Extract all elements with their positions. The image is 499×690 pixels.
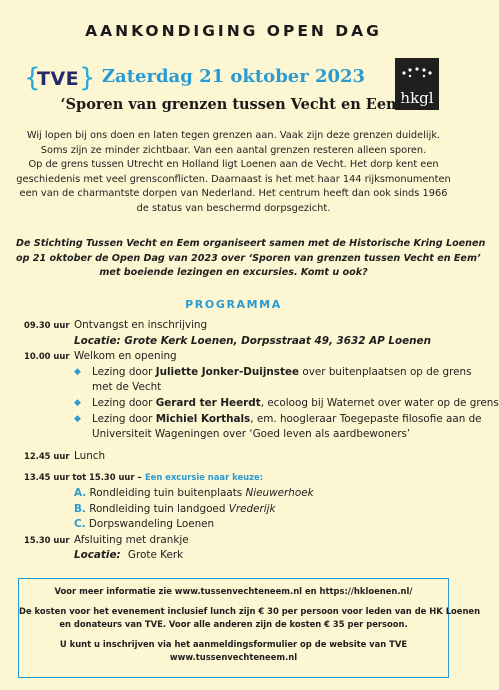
lecture-item [74, 412, 482, 443]
excursion-label: Een excursie naar keuze: [144, 472, 264, 483]
location-value: Grote Kerk [127, 549, 184, 562]
location-label: Locatie: [74, 549, 121, 562]
info-box [18, 578, 481, 678]
excursion-option [74, 486, 454, 502]
speaker-name: Gerard ter Heerdt [155, 396, 261, 409]
option-text: Rondleiding tuin landgoed [89, 502, 229, 515]
option-letter: B. [74, 502, 86, 515]
lecture-item [74, 396, 499, 412]
program-desc: Welkom en opening [74, 350, 177, 363]
option-letter: C. [74, 518, 86, 531]
option-name: Nieuwerhoek [245, 486, 314, 499]
program-desc: Ontvangst en inschrijving [74, 319, 208, 331]
event-theme: ‘Sporen van grenzen tussen Vecht en Eem’ [60, 96, 407, 113]
invite-line: op 21 oktober de Open Dag van 2023 over ‘Sporen van grenzen tussen Vecht en Eem’ [16, 252, 481, 264]
invite-line: met boeiende lezingen en excursies. Komt u ook? [99, 267, 368, 279]
program-item [24, 470, 454, 486]
program-desc: Afsluiting met drankje [74, 533, 189, 546]
lecture-text: , ecoloog bij Waternet over water op de grens [260, 396, 499, 409]
program-time: 12.45 uur [24, 450, 70, 461]
program-time: 13.45 uur tot 15.30 uur – [24, 472, 142, 483]
program-item [24, 318, 454, 334]
program-time: 09.30 uur [24, 320, 70, 330]
lecture-text: Lezing door [92, 412, 156, 425]
intro-line: Wij lopen bij ons doen en laten tegen grenzen aan. Vaak zijn deze grenzen duidelijk. [26, 130, 441, 141]
intro-line: Soms zijn ze minder zichtbaar. Van een aantal grenzen resteren alleen sporen. [40, 144, 427, 156]
intro-line: Op de grens tussen Utrecht en Holland ligt Loenen aan de Vecht. Het dorp kent een [28, 159, 439, 171]
program-location [24, 548, 454, 564]
bracket-right-icon: } [79, 63, 96, 93]
diamond-icon: ◆ [74, 366, 81, 377]
program-item [24, 533, 454, 549]
info-line: en donateurs van TVE. Voor alle anderen zijn de kosten € 35 per persoon. [59, 619, 408, 630]
option-name: Vrederijk [228, 502, 276, 515]
info-line: De kosten voor het evenement inclusief lunch zijn € 30 per persoon voor leden van de HK Loenen [19, 605, 481, 616]
intro-line: geschiedenis met veel grensconflicten. Daarnaast is het met haar 144 rijksmonumenten [16, 173, 451, 185]
lecture-text: Lezing door [92, 365, 156, 378]
program-time: 10.00 uur [24, 351, 70, 362]
bracket-left-icon: { [24, 63, 41, 93]
lecture-text: , em. hoogleraar Toegepaste filosofie aan de [250, 412, 482, 425]
invitation-text [16, 237, 486, 281]
intro-line: een van de charmantste dorpen van Nederland. Het centrum heeft dan ook sinds 1966 [19, 188, 448, 200]
website-link[interactable]: www.tussenvechteneem.nl [169, 652, 298, 663]
lecture-text: met de Vecht [92, 381, 162, 394]
program-desc: Lunch [74, 449, 106, 462]
invite-line: De Stichting Tussen Vecht en Eem organiseert samen met de Historische Kring Loenen [16, 238, 486, 249]
program-time: 15.30 uur [24, 534, 70, 545]
page-title: AANKONDIGING OPEN DAG [85, 22, 382, 40]
info-line: U kunt u inschrijven via het aanmeldingsformulier op de website van TVE [59, 638, 408, 649]
lecture-text: over buitenplaatsen op de grens [299, 365, 472, 378]
program-item [24, 449, 454, 465]
diamond-icon: ◆ [74, 397, 81, 408]
program-location [24, 334, 454, 350]
program-item [24, 349, 454, 365]
excursion-option [74, 502, 454, 518]
excursion-option [74, 517, 454, 533]
lecture-text: Universiteit Wageningen over ‘Goed leven als aardbewoners’ [92, 428, 411, 441]
program-heading: PROGRAMMA [185, 298, 282, 311]
program-list [24, 318, 499, 564]
diamond-icon: ◆ [74, 413, 81, 424]
tve-logo-text: TVE [37, 68, 80, 90]
option-text: Dorpswandeling Loenen [88, 518, 215, 531]
intro-text [16, 129, 451, 217]
option-letter: A. [74, 486, 87, 499]
speaker-name: Juliette Jonker-Duijnstee [155, 365, 300, 378]
location-value: Grote Kerk Loenen, Dorpsstraat 49, 3632 AP Loenen [124, 334, 431, 347]
hkgl-logo-text: hkgl [400, 89, 434, 107]
option-text: Rondleiding tuin buitenplaats [89, 486, 246, 499]
speaker-name: Michiel Korthals [155, 412, 251, 425]
lecture-item [74, 365, 472, 396]
lecture-text: Lezing door [92, 396, 156, 409]
info-line: Voor meer informatie zie www.tussenvechteneem.nl en https://hkloenen.nl/ [54, 586, 413, 596]
event-date: Zaterdag 21 oktober 2023 [101, 66, 366, 87]
intro-line: de status van beschermd dorpsgezicht. [136, 202, 331, 214]
location-label: Locatie: [74, 334, 121, 347]
